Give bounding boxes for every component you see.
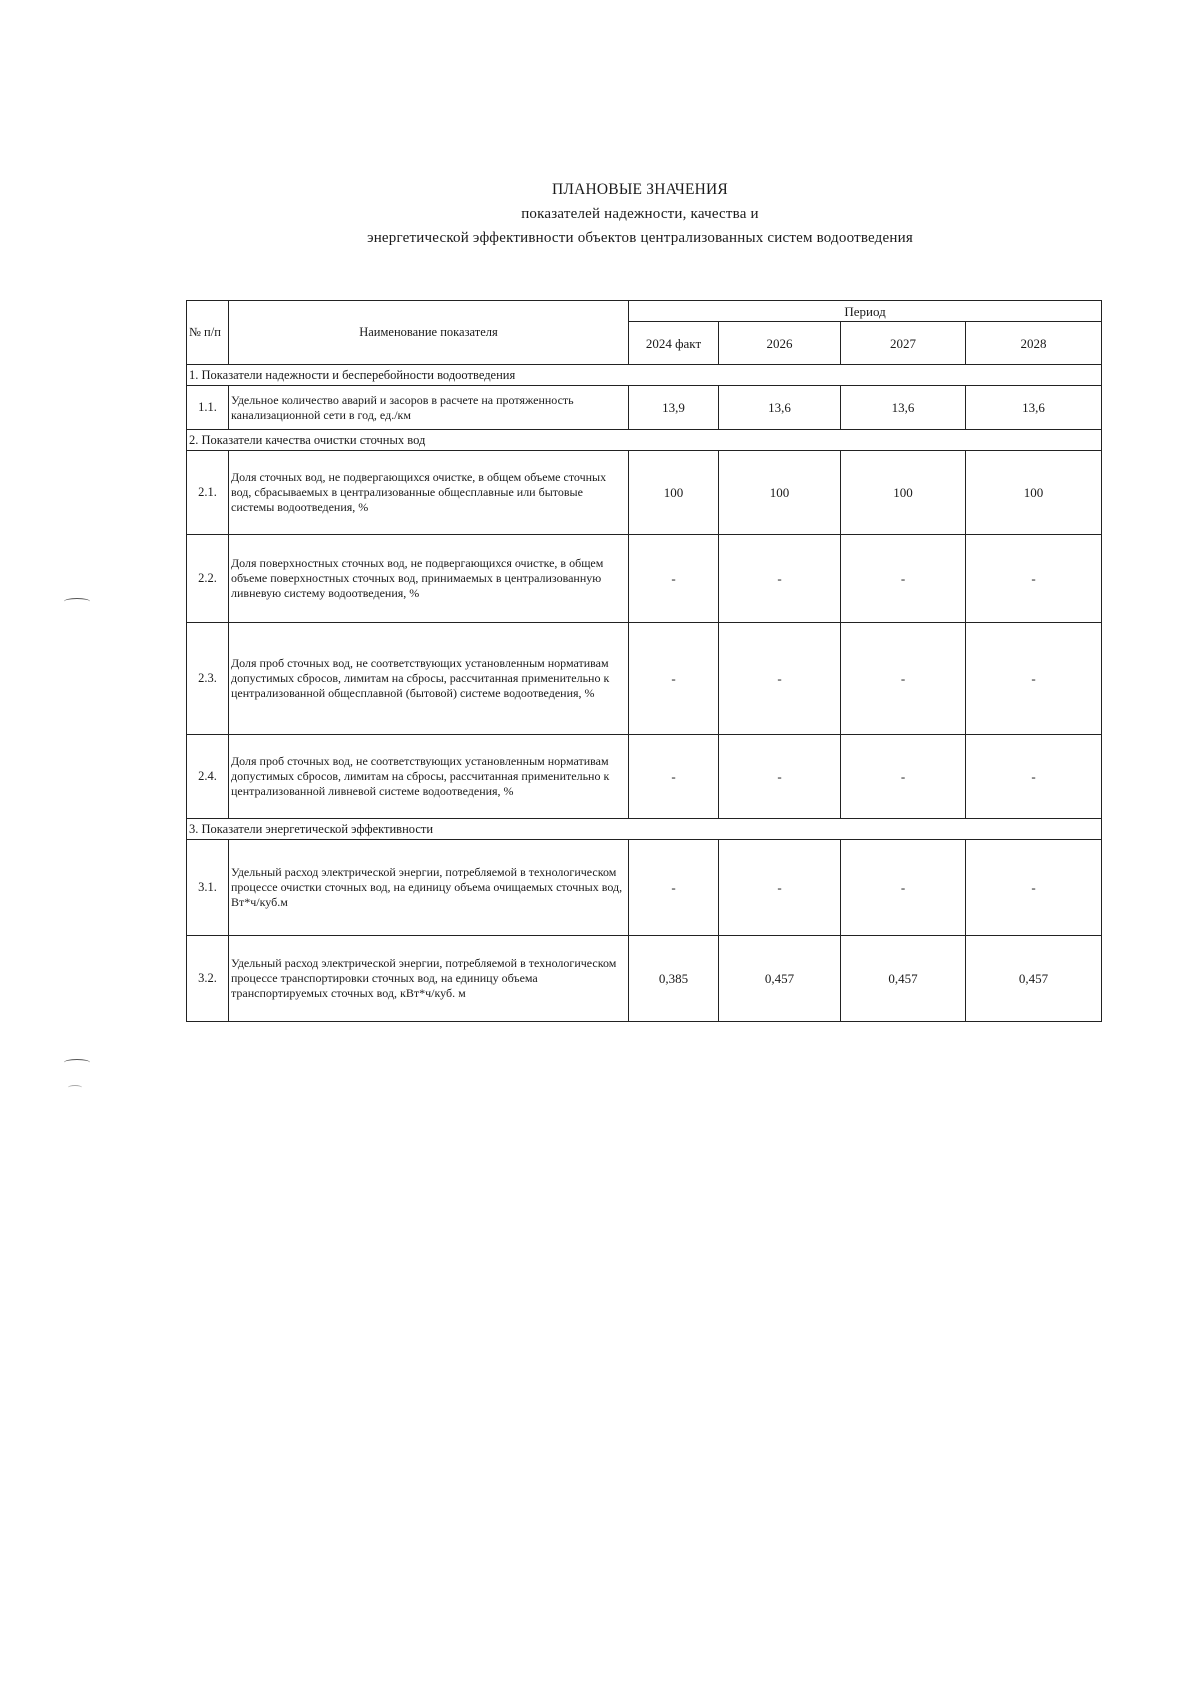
column-header-year: 2024 факт	[629, 322, 719, 365]
indicators-table	[186, 300, 1102, 1022]
scan-mark	[64, 598, 90, 605]
row-value: -	[966, 735, 1102, 819]
title-main: ПЛАНОВЫЕ ЗНАЧЕНИЯ	[552, 181, 728, 198]
row-value: -	[629, 623, 719, 735]
table-row	[187, 451, 1102, 535]
row-value: 13,6	[841, 386, 966, 430]
column-header-period: Период	[629, 301, 1102, 322]
row-number: 2.1.	[187, 451, 229, 535]
scan-mark	[64, 1059, 90, 1066]
row-indicator-name: Доля проб сточных вод, не соответствующих установленным нормативам допустимых сбросов, лимитам на сбросы, рассчитанная применительно к централизованной общесплавной (бытовой) системе водоотведения, %	[229, 623, 629, 735]
row-number: 2.2.	[187, 535, 229, 623]
section-title: 3. Показатели энергетической эффективности	[187, 819, 1102, 840]
table-row	[187, 735, 1102, 819]
section-title: 2. Показатели качества очистки сточных вод	[187, 430, 1102, 451]
row-value: -	[841, 840, 966, 936]
row-value: 100	[966, 451, 1102, 535]
row-value: -	[966, 623, 1102, 735]
row-value: -	[719, 535, 841, 623]
row-number: 3.1.	[187, 840, 229, 936]
section-row	[187, 365, 1102, 386]
row-value: -	[719, 623, 841, 735]
row-indicator-name: Доля проб сточных вод, не соответствующих установленным нормативам допустимых сбросов, лимитам на сбросы, рассчитанная применительно к централизованной ливневой системе водоотведения, %	[229, 735, 629, 819]
row-value: -	[629, 735, 719, 819]
row-value: -	[719, 840, 841, 936]
row-number: 2.3.	[187, 623, 229, 735]
table-row	[187, 936, 1102, 1022]
table-header-row	[187, 301, 1102, 322]
section-row	[187, 819, 1102, 840]
row-value: 0,457	[719, 936, 841, 1022]
title-subtitle-1: показателей надежности, качества и	[521, 206, 759, 222]
row-value: -	[719, 735, 841, 819]
row-indicator-name: Удельный расход электрической энергии, потребляемой в технологическом процессе транспортировки сточных вод, на единицу объема транспортируемых сточных вод, кВт*ч/куб. м	[229, 936, 629, 1022]
row-value: -	[841, 623, 966, 735]
row-indicator-name: Удельное количество аварий и засоров в расчете на протяженность канализационной сети в год, ед./км	[229, 386, 629, 430]
column-header-year: 2028	[966, 322, 1102, 365]
column-header-number: № п/п	[187, 301, 229, 365]
table-row	[187, 840, 1102, 936]
row-number: 2.4.	[187, 735, 229, 819]
section-title: 1. Показатели надежности и бесперебойности водоотведения	[187, 365, 1102, 386]
row-value: 0,385	[629, 936, 719, 1022]
row-value: 0,457	[841, 936, 966, 1022]
table-row	[187, 535, 1102, 623]
table-row	[187, 386, 1102, 430]
row-value: -	[966, 535, 1102, 623]
column-header-year: 2026	[719, 322, 841, 365]
row-indicator-name: Доля поверхностных сточных вод, не подвергающихся очистке, в общем объеме поверхностных сточных вод, принимаемых в централизованную ливневую систему водоотведения, %	[229, 535, 629, 623]
row-number: 1.1.	[187, 386, 229, 430]
row-value: 100	[629, 451, 719, 535]
row-value: -	[629, 840, 719, 936]
row-value: -	[629, 535, 719, 623]
row-value: 13,6	[966, 386, 1102, 430]
table-row	[187, 623, 1102, 735]
row-value: -	[966, 840, 1102, 936]
row-value: -	[841, 735, 966, 819]
row-value: 100	[719, 451, 841, 535]
row-value: 100	[841, 451, 966, 535]
row-value: -	[841, 535, 966, 623]
column-header-name: Наименование показателя	[229, 301, 629, 365]
row-value: 0,457	[966, 936, 1102, 1022]
row-number: 3.2.	[187, 936, 229, 1022]
row-value: 13,6	[719, 386, 841, 430]
row-indicator-name: Доля сточных вод, не подвергающихся очистке, в общем объеме сточных вод, сбрасываемых в централизованные общесплавные или бытовые системы водоотведения, %	[229, 451, 629, 535]
section-row	[187, 430, 1102, 451]
scan-mark	[68, 1085, 82, 1090]
title-subtitle-2: энергетической эффективности объектов централизованных систем водоотведения	[367, 230, 913, 246]
document-title	[0, 178, 1200, 250]
row-indicator-name: Удельный расход электрической энергии, потребляемой в технологическом процессе очистки сточных вод, на единицу объема очищаемых сточных вод, Вт*ч/куб.м	[229, 840, 629, 936]
row-value: 13,9	[629, 386, 719, 430]
column-header-year: 2027	[841, 322, 966, 365]
